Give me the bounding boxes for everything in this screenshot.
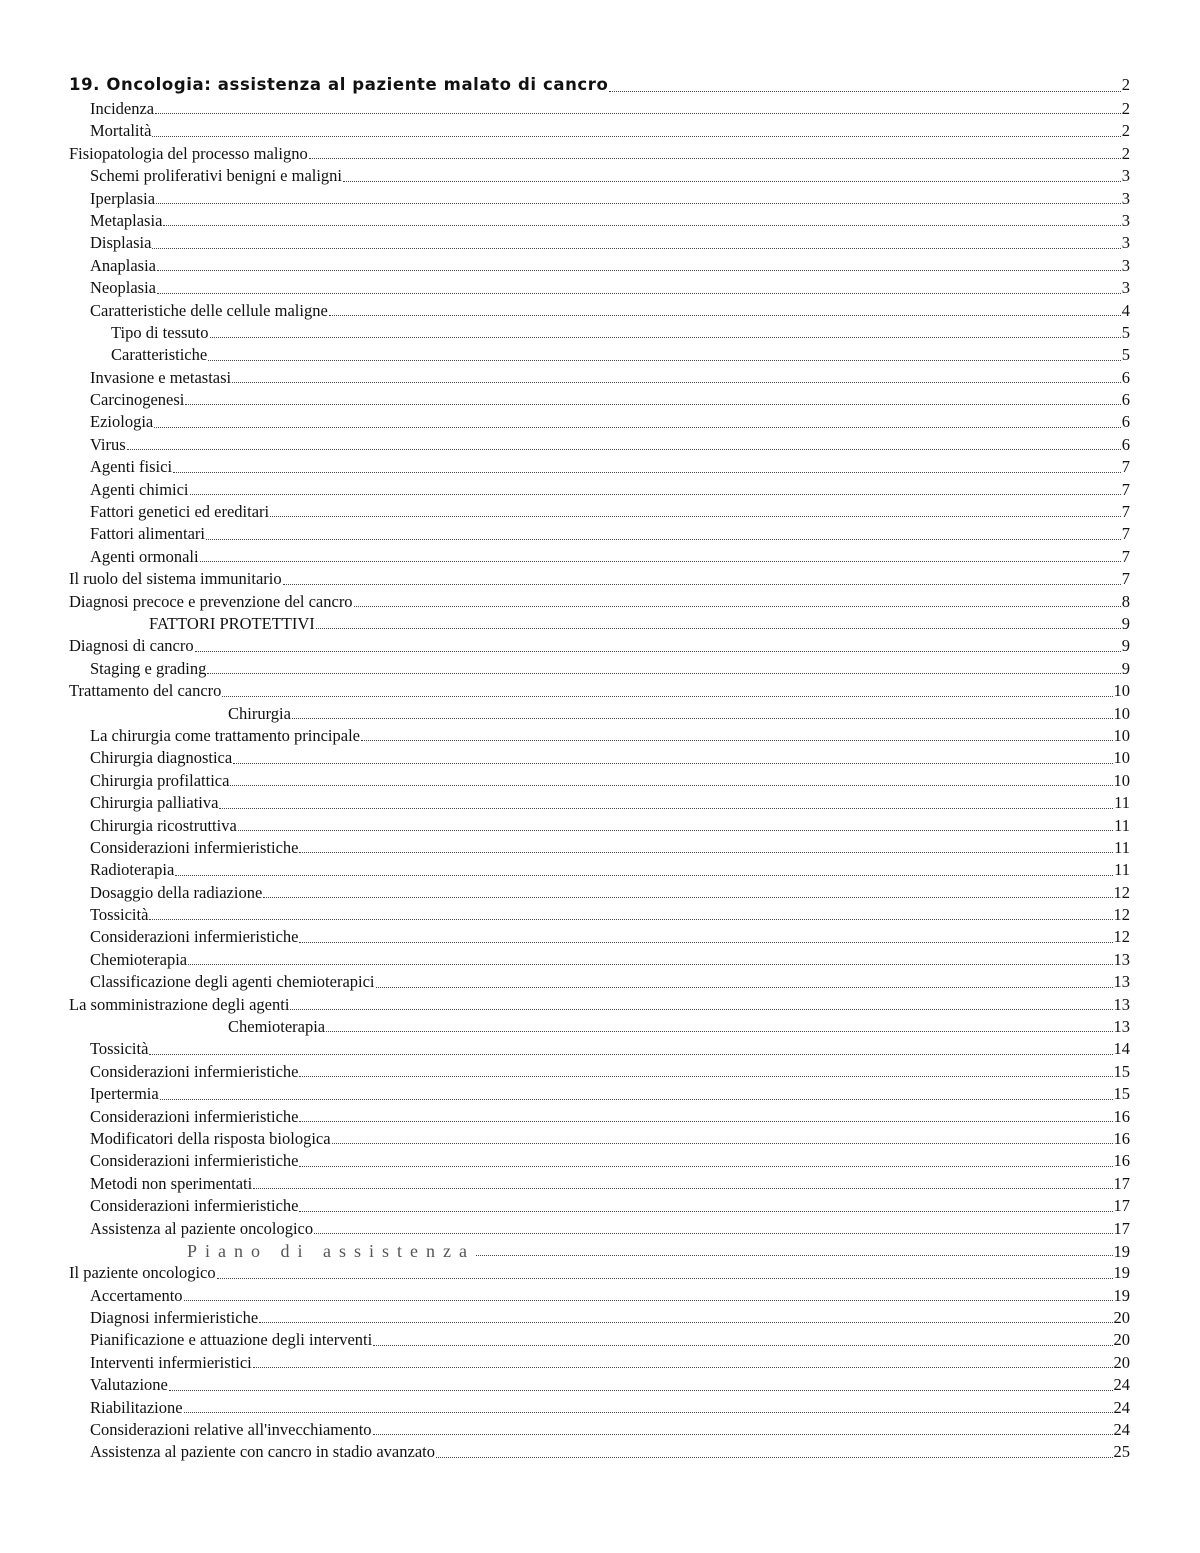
toc-entry-page: 24 bbox=[1113, 1420, 1130, 1440]
dot-leader bbox=[190, 493, 1121, 495]
toc-entry[interactable] bbox=[69, 434, 1130, 456]
toc-entry[interactable] bbox=[69, 635, 1130, 657]
dot-leader bbox=[299, 1120, 1112, 1122]
dot-leader bbox=[152, 135, 1120, 137]
dot-leader bbox=[270, 515, 1121, 517]
dot-leader bbox=[476, 1254, 1113, 1256]
toc-entry-page: 25 bbox=[1113, 1442, 1130, 1462]
toc-entry-title: Considerazioni relative all'invecchiamento bbox=[90, 1420, 372, 1440]
toc-entry[interactable] bbox=[69, 859, 1130, 881]
toc-entry[interactable] bbox=[69, 815, 1130, 837]
dot-leader bbox=[299, 1165, 1112, 1167]
toc-entry-title: Displasia bbox=[90, 233, 152, 253]
toc-entry[interactable] bbox=[69, 1106, 1130, 1128]
toc-entry-title: Chirurgia diagnostica bbox=[90, 748, 233, 768]
toc-entry-title: Tipo di tessuto bbox=[111, 322, 209, 342]
dot-leader bbox=[373, 1344, 1112, 1346]
dot-leader bbox=[238, 829, 1113, 831]
toc-entry-title: Diagnosi infermieristiche bbox=[90, 1308, 259, 1328]
dot-leader bbox=[169, 1389, 1113, 1391]
dot-leader bbox=[376, 986, 1113, 988]
toc-entry-title: Fattori genetici ed ereditari bbox=[90, 502, 270, 522]
toc-entry[interactable] bbox=[69, 1374, 1130, 1396]
toc-entry-page: 9 bbox=[1121, 658, 1130, 678]
toc-entry-page: 2 bbox=[1121, 143, 1130, 163]
toc-entry-page: 20 bbox=[1113, 1308, 1130, 1328]
toc-entry[interactable] bbox=[69, 1441, 1130, 1463]
toc-entry[interactable] bbox=[69, 904, 1130, 926]
dot-leader bbox=[290, 1008, 1112, 1010]
toc-entry-title: Considerazioni infermieristiche bbox=[90, 837, 299, 857]
toc-entry-page: 3 bbox=[1121, 278, 1130, 298]
toc-entry[interactable] bbox=[69, 1195, 1130, 1217]
dot-leader bbox=[160, 1098, 1113, 1100]
toc-entry-page: 13 bbox=[1113, 949, 1130, 969]
toc-entry[interactable] bbox=[69, 1262, 1130, 1284]
toc-entry[interactable] bbox=[69, 1307, 1130, 1329]
dot-leader bbox=[292, 717, 1113, 719]
toc-entry-page: 8 bbox=[1121, 591, 1130, 611]
dot-leader bbox=[354, 605, 1121, 607]
toc-entry-page: 16 bbox=[1113, 1106, 1130, 1126]
toc-entry[interactable] bbox=[69, 1352, 1130, 1374]
dot-leader bbox=[299, 1210, 1112, 1212]
dot-leader bbox=[299, 1075, 1112, 1077]
toc-entry-page: 6 bbox=[1121, 390, 1130, 410]
toc-entry[interactable] bbox=[69, 1083, 1130, 1105]
toc-entry[interactable] bbox=[69, 882, 1130, 904]
toc-entry-page: 17 bbox=[1113, 1196, 1130, 1216]
toc-entry[interactable] bbox=[69, 1128, 1130, 1150]
toc-entry-title: Chirurgia bbox=[228, 703, 291, 723]
toc-entry[interactable] bbox=[69, 725, 1130, 747]
toc-entry-page: 3 bbox=[1121, 188, 1130, 208]
toc-entry-page: 20 bbox=[1113, 1352, 1130, 1372]
toc-entry[interactable] bbox=[69, 501, 1130, 523]
toc-entry[interactable] bbox=[69, 949, 1130, 971]
toc-entry[interactable] bbox=[69, 680, 1130, 702]
toc-entry-title: Metodi non sperimentati bbox=[90, 1173, 253, 1193]
toc-entry-title: Carcinogenesi bbox=[90, 390, 185, 410]
toc-entry-title: Radioterapia bbox=[90, 860, 175, 880]
toc-entry-page: 7 bbox=[1121, 524, 1130, 544]
toc-entry-page: 10 bbox=[1113, 770, 1130, 790]
toc-entry-page: 9 bbox=[1121, 613, 1130, 633]
toc-entry-title: Ipertermia bbox=[90, 1084, 159, 1104]
toc-entry[interactable] bbox=[69, 1397, 1130, 1419]
dot-leader bbox=[207, 672, 1120, 674]
toc-entry[interactable] bbox=[69, 456, 1130, 478]
dot-leader bbox=[210, 336, 1121, 338]
toc-entry-title: Il ruolo del sistema immunitario bbox=[69, 569, 282, 589]
toc-entry[interactable] bbox=[69, 703, 1130, 725]
toc-entry-page: 13 bbox=[1113, 972, 1130, 992]
toc-entry[interactable] bbox=[69, 344, 1130, 366]
dot-leader bbox=[314, 1232, 1112, 1234]
toc-entry-page: 20 bbox=[1113, 1330, 1130, 1350]
toc-entry-page: 3 bbox=[1121, 166, 1130, 186]
toc-entry-title: Anaplasia bbox=[90, 255, 156, 275]
toc-entry-page: 10 bbox=[1113, 681, 1130, 701]
toc-entry-page: 7 bbox=[1121, 457, 1130, 477]
toc-entry-title: FATTORI PROTETTIVI bbox=[149, 613, 315, 633]
toc-entry-title: Pianificazione e attuazione degli interventi bbox=[90, 1330, 373, 1350]
toc-entry-page: 2 bbox=[1121, 121, 1130, 141]
toc-entry-title: Tossicità bbox=[90, 905, 149, 925]
toc-entry-title: Incidenza bbox=[90, 99, 155, 118]
toc-entry-page: 13 bbox=[1113, 994, 1130, 1014]
toc-entry-page: 3 bbox=[1121, 210, 1130, 230]
toc-entry-title: Considerazioni infermieristiche bbox=[90, 1061, 299, 1081]
dot-leader bbox=[329, 314, 1121, 316]
toc-entry[interactable] bbox=[69, 98, 1130, 120]
toc-entry[interactable] bbox=[69, 1240, 1130, 1262]
toc-entry-title: Caratteristiche delle cellule maligne bbox=[90, 300, 328, 320]
toc-entry[interactable] bbox=[69, 1150, 1130, 1172]
toc-entry-page: 11 bbox=[1114, 860, 1130, 880]
toc-entry-title: Virus bbox=[90, 434, 126, 454]
toc-entry[interactable] bbox=[69, 1329, 1130, 1351]
toc-entry-page: 11 bbox=[1114, 793, 1130, 813]
toc-entry-title: Agenti ormonali bbox=[90, 546, 199, 566]
dot-leader bbox=[230, 784, 1112, 786]
toc-entry-title: Chemioterapia bbox=[228, 1017, 326, 1037]
dot-leader bbox=[185, 403, 1120, 405]
toc-entry[interactable] bbox=[69, 322, 1130, 344]
dot-leader bbox=[326, 1030, 1112, 1032]
toc-entry-page: 16 bbox=[1113, 1128, 1130, 1148]
dot-leader bbox=[316, 627, 1121, 629]
toc-entry-page: 12 bbox=[1113, 882, 1130, 902]
toc-entry[interactable] bbox=[69, 994, 1130, 1016]
dot-leader bbox=[173, 471, 1121, 473]
toc-entry-title: Il paziente oncologico bbox=[69, 1263, 216, 1283]
toc-entry[interactable] bbox=[69, 1419, 1130, 1441]
toc-entry[interactable] bbox=[69, 479, 1130, 501]
dot-leader bbox=[373, 1433, 1113, 1435]
toc-entry-title: 19. Oncologia: assistenza al paziente malato di cancro bbox=[69, 75, 609, 94]
toc-entry-page: 4 bbox=[1121, 300, 1130, 320]
toc-entry-title: Schemi proliferativi benigni e maligni bbox=[90, 166, 343, 186]
toc-entry-page: 12 bbox=[1113, 927, 1130, 947]
toc-entry-title: Caratteristiche bbox=[111, 345, 208, 365]
toc-entry[interactable] bbox=[69, 837, 1130, 859]
toc-entry-page: 2 bbox=[1121, 99, 1130, 118]
toc-entry-title: Diagnosi di cancro bbox=[69, 636, 194, 656]
toc-entry-title: Modificatori della risposta biologica bbox=[90, 1128, 331, 1148]
toc-entry-title: Invasione e metastasi bbox=[90, 367, 232, 387]
toc-entry[interactable] bbox=[69, 1285, 1130, 1307]
toc-entry-title: Valutazione bbox=[90, 1375, 168, 1395]
toc-entry-page: 9 bbox=[1121, 636, 1130, 656]
toc-entry-page: 19 bbox=[1113, 1241, 1130, 1261]
dot-leader bbox=[309, 157, 1121, 159]
toc-entry[interactable] bbox=[69, 72, 1130, 98]
toc-entry-title: Chemioterapia bbox=[90, 949, 188, 969]
dot-leader bbox=[299, 941, 1112, 943]
toc-entry[interactable] bbox=[69, 613, 1130, 635]
dot-leader bbox=[208, 359, 1121, 361]
dot-leader bbox=[206, 538, 1121, 540]
toc-entry[interactable] bbox=[69, 210, 1130, 232]
toc-entry-title: Chirurgia profilattica bbox=[90, 770, 230, 790]
toc-entry-title: Chirurgia palliativa bbox=[90, 793, 219, 813]
toc-entry[interactable] bbox=[69, 792, 1130, 814]
toc-entry-title: Fattori alimentari bbox=[90, 524, 206, 544]
toc-entry-title: Classificazione degli agenti chemioterapici bbox=[90, 972, 375, 992]
dot-leader bbox=[219, 807, 1113, 809]
dot-leader bbox=[154, 426, 1121, 428]
toc-entry[interactable] bbox=[69, 1038, 1130, 1060]
toc-entry-page: 6 bbox=[1121, 412, 1130, 432]
toc-entry-page: 3 bbox=[1121, 255, 1130, 275]
toc-entry-page: 7 bbox=[1121, 569, 1130, 589]
toc-entry[interactable] bbox=[69, 255, 1130, 277]
toc-entry[interactable] bbox=[69, 188, 1130, 210]
toc-entry-title: Dosaggio della radiazione bbox=[90, 882, 263, 902]
toc-entry[interactable] bbox=[69, 300, 1130, 322]
toc-entry-title: Staging e grading bbox=[90, 658, 207, 678]
dot-leader bbox=[127, 448, 1121, 450]
toc-entry[interactable] bbox=[69, 770, 1130, 792]
toc-entry[interactable] bbox=[69, 546, 1130, 568]
dot-leader bbox=[361, 739, 1113, 741]
toc-entry-title: Considerazioni infermieristiche bbox=[90, 1151, 299, 1171]
dot-leader bbox=[436, 1456, 1113, 1458]
toc-entry[interactable] bbox=[69, 389, 1130, 411]
toc-entry-page: 24 bbox=[1113, 1397, 1130, 1417]
toc-entry[interactable] bbox=[69, 568, 1130, 590]
toc-entry-page: 5 bbox=[1121, 322, 1130, 342]
toc-entry[interactable] bbox=[69, 523, 1130, 545]
toc-entry-page: 14 bbox=[1113, 1039, 1130, 1059]
toc-entry-page: 11 bbox=[1114, 837, 1130, 857]
toc-entry-page: 6 bbox=[1121, 367, 1130, 387]
toc-entry[interactable] bbox=[69, 926, 1130, 948]
toc-entry-page: 24 bbox=[1113, 1375, 1130, 1395]
dot-leader bbox=[232, 381, 1121, 383]
toc-entry[interactable] bbox=[69, 591, 1130, 613]
toc-entry[interactable] bbox=[69, 1016, 1130, 1038]
table-of-contents bbox=[69, 72, 1130, 1464]
toc-entry-title: Considerazioni infermieristiche bbox=[90, 927, 299, 947]
dot-leader bbox=[609, 90, 1120, 92]
toc-entry-title: Neoplasia bbox=[90, 278, 156, 298]
toc-entry-title: Riabilitazione bbox=[90, 1397, 183, 1417]
toc-entry-title: Agenti chimici bbox=[90, 479, 189, 499]
toc-entry-page: 17 bbox=[1113, 1218, 1130, 1238]
toc-entry-page: 17 bbox=[1113, 1173, 1130, 1193]
toc-entry-title: Agenti fisici bbox=[90, 457, 173, 477]
toc-entry[interactable] bbox=[69, 277, 1130, 299]
toc-entry-page: 10 bbox=[1113, 703, 1130, 723]
toc-entry-page: 7 bbox=[1121, 546, 1130, 566]
toc-entry[interactable] bbox=[69, 971, 1130, 993]
toc-entry-title: Mortalità bbox=[90, 121, 152, 141]
toc-entry[interactable] bbox=[69, 367, 1130, 389]
toc-entry[interactable] bbox=[69, 120, 1130, 142]
dot-leader bbox=[253, 1366, 1113, 1368]
toc-entry[interactable] bbox=[69, 232, 1130, 254]
toc-entry[interactable] bbox=[69, 747, 1130, 769]
dot-leader bbox=[233, 762, 1112, 764]
toc-entry-page: 10 bbox=[1113, 748, 1130, 768]
toc-entry-page: 5 bbox=[1121, 345, 1130, 365]
toc-entry-title: Fisiopatologia del processo maligno bbox=[69, 143, 308, 163]
toc-entry-page: 2 bbox=[1121, 75, 1130, 94]
dot-leader bbox=[343, 180, 1121, 182]
toc-entry[interactable] bbox=[69, 165, 1130, 187]
toc-entry-page: 7 bbox=[1121, 502, 1130, 522]
toc-entry[interactable] bbox=[69, 1061, 1130, 1083]
dot-leader bbox=[157, 292, 1121, 294]
dot-leader bbox=[263, 896, 1112, 898]
toc-entry[interactable] bbox=[69, 1173, 1130, 1195]
toc-entry-page: 16 bbox=[1113, 1151, 1130, 1171]
dot-leader bbox=[222, 695, 1112, 697]
toc-entry-title: Iperplasia bbox=[90, 188, 156, 208]
toc-entry-title: Assistenza al paziente oncologico bbox=[90, 1218, 314, 1238]
dot-leader bbox=[253, 1187, 1112, 1189]
dot-leader bbox=[163, 224, 1120, 226]
toc-entry-title: Trattamento del cancro bbox=[69, 681, 222, 701]
dot-leader bbox=[217, 1277, 1113, 1279]
toc-entry-page: 6 bbox=[1121, 434, 1130, 454]
dot-leader bbox=[149, 1053, 1112, 1055]
toc-entry-title: Chirurgia ricostruttiva bbox=[90, 815, 237, 835]
toc-entry-title: Accertamento bbox=[90, 1285, 183, 1305]
dot-leader bbox=[188, 963, 1112, 965]
dot-leader bbox=[155, 112, 1121, 114]
toc-entry-title: Diagnosi precoce e prevenzione del cancro bbox=[69, 591, 353, 611]
dot-leader bbox=[184, 1411, 1113, 1413]
toc-entry-title: La somministrazione degli agenti bbox=[69, 994, 290, 1014]
toc-entry-title: Considerazioni infermieristiche bbox=[90, 1196, 299, 1216]
dot-leader bbox=[195, 650, 1121, 652]
toc-entry-title: Tossicità bbox=[90, 1039, 149, 1059]
dot-leader bbox=[200, 560, 1121, 562]
toc-entry-title: Eziologia bbox=[90, 412, 154, 432]
toc-entry-page: 7 bbox=[1121, 479, 1130, 499]
dot-leader bbox=[299, 851, 1113, 853]
toc-entry-page: 19 bbox=[1113, 1263, 1130, 1283]
dot-leader bbox=[332, 1142, 1113, 1144]
dot-leader bbox=[184, 1299, 1113, 1301]
toc-entry[interactable] bbox=[69, 411, 1130, 433]
dot-leader bbox=[152, 247, 1120, 249]
dot-leader bbox=[156, 202, 1121, 204]
dot-leader bbox=[259, 1321, 1112, 1323]
dot-leader bbox=[283, 583, 1121, 585]
toc-entry-title: Interventi infermieristici bbox=[90, 1352, 252, 1372]
toc-entry[interactable] bbox=[69, 143, 1130, 165]
toc-entry-page: 19 bbox=[1113, 1285, 1130, 1305]
toc-entry-page: 15 bbox=[1113, 1084, 1130, 1104]
toc-entry-page: 13 bbox=[1113, 1017, 1130, 1037]
toc-entry-page: 12 bbox=[1113, 905, 1130, 925]
toc-entry[interactable] bbox=[69, 658, 1130, 680]
dot-leader bbox=[157, 269, 1121, 271]
toc-entry-title: Assistenza al paziente con cancro in stadio avanzato bbox=[90, 1442, 435, 1462]
toc-entry-title: Piano di assistenza bbox=[187, 1240, 475, 1261]
toc-entry-title: Metaplasia bbox=[90, 210, 163, 230]
dot-leader bbox=[175, 874, 1113, 876]
toc-entry-title: La chirurgia come trattamento principale bbox=[90, 725, 360, 745]
toc-entry[interactable] bbox=[69, 1218, 1130, 1240]
toc-entry-page: 10 bbox=[1113, 725, 1130, 745]
toc-entry-title: Considerazioni infermieristiche bbox=[90, 1106, 299, 1126]
dot-leader bbox=[149, 918, 1112, 920]
toc-entry-page: 11 bbox=[1114, 815, 1130, 835]
toc-entry-page: 15 bbox=[1113, 1061, 1130, 1081]
toc-entry-page: 3 bbox=[1121, 233, 1130, 253]
